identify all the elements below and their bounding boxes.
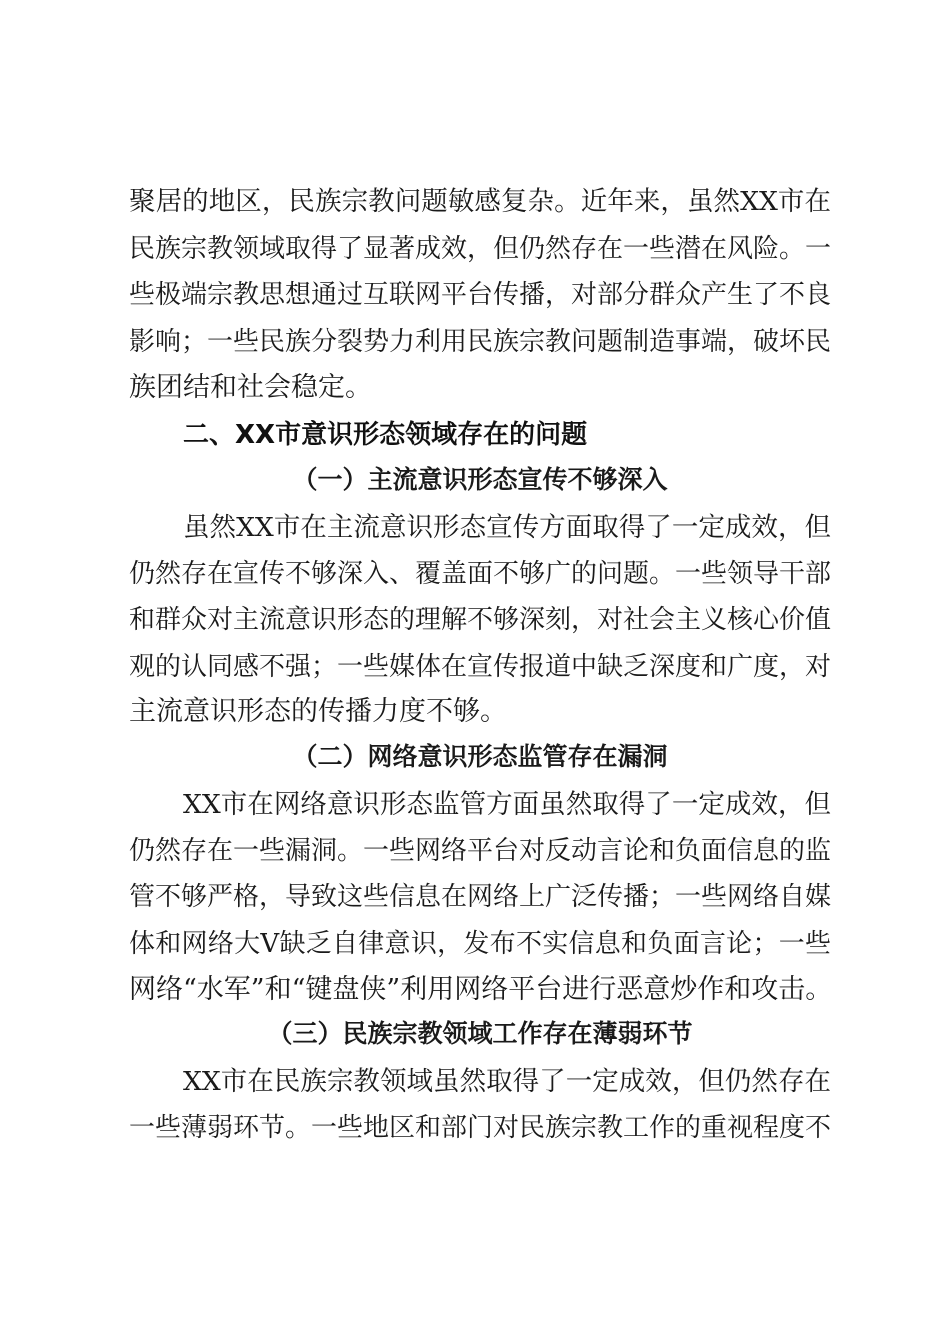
section-heading: 二、XX市意识形态领域存在的问题	[183, 420, 588, 450]
paragraph-line: 一些薄弱环节。一些地区和部门对民族宗教工作的重视程度不	[129, 1113, 832, 1143]
subsection-heading: （一）主流意识形态宣传不够深入	[292, 465, 668, 494]
paragraph-line: 些极端宗教思想通过互联网平台传播，对部分群众产生了不良	[129, 280, 832, 310]
paragraph-line: XX市在网络意识形态监管方面虽然取得了一定成效，但	[183, 789, 831, 820]
subsection-heading: （三）民族宗教领域工作存在薄弱环节	[267, 1019, 693, 1048]
paragraph-line: 影响；一些民族分裂势力利用民族宗教问题制造事端，破坏民	[129, 327, 832, 357]
paragraph-line: 网络“水军”和“键盘侠”利用网络平台进行恶意炒作和攻击。	[129, 974, 833, 1005]
paragraph-line: 虽然XX市在主流意识形态宣传方面取得了一定成效，但	[183, 512, 831, 543]
subsection-heading: （二）网络意识形态监管存在漏洞	[292, 742, 668, 771]
paragraph-line: 仍然存在宣传不够深入、覆盖面不够广的问题。一些领导干部	[129, 559, 832, 589]
paragraph-line: 聚居的地区，民族宗教问题敏感复杂。近年来，虽然XX市在	[129, 186, 831, 217]
paragraph-line: 仍然存在一些漏洞。一些网络平台对反动言论和负面信息的监	[129, 836, 832, 866]
paragraph-line: XX市在民族宗教领域虽然取得了一定成效，但仍然存在	[183, 1066, 831, 1097]
paragraph-line: 民族宗教领域取得了显著成效，但仍然存在一些潜在风险。一	[129, 234, 832, 264]
paragraph-line: 和群众对主流意识形态的理解不够深刻，对社会主义核心价值	[129, 605, 832, 635]
paragraph-line: 观的认同感不强；一些媒体在宣传报道中缺乏深度和广度，对	[129, 652, 832, 682]
paragraph-line: 主流意识形态的传播力度不够。	[129, 696, 507, 727]
paragraph-line: 管不够严格，导致这些信息在网络上广泛传播；一些网络自媒	[129, 882, 832, 912]
paragraph-line: 族团结和社会稳定。	[129, 372, 372, 403]
paragraph-line: 体和网络大V缺乏自律意识，发布不实信息和负面言论；一些	[129, 929, 831, 959]
